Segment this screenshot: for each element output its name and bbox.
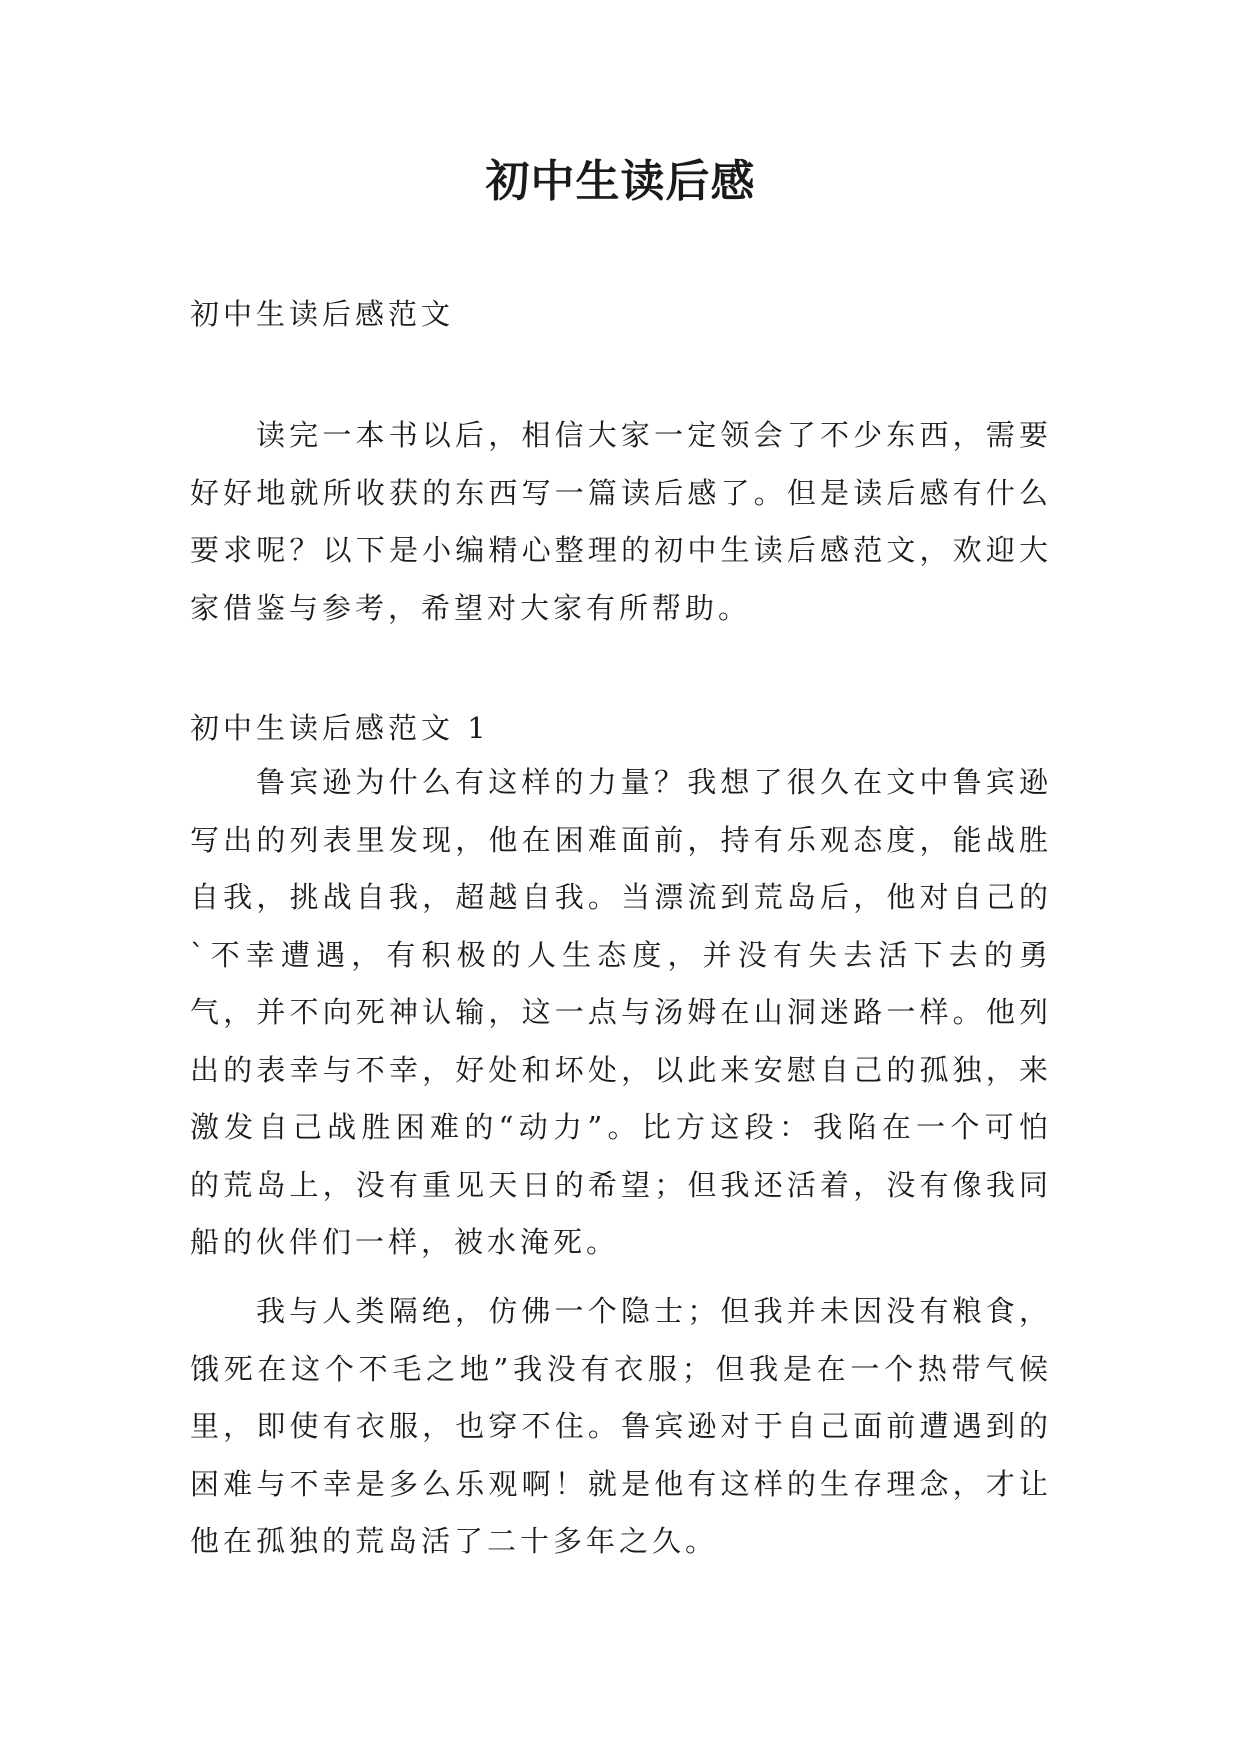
- body-paragraph: 我与人类隔绝，仿佛一个隐士；但我并未因没有粮食，饿死在这个不毛之地”我没有衣服；但我是在一个热带气候里，即使有衣服，也穿不住。鲁宾逊对于自己面前遭遇到的困难与不幸是多么乐观啊！就是他有这样的生存理念，才让他在孤独的荒岛活了二十多年之久。: [190, 1294, 1052, 1558]
- document-title: 初中生读后感: [485, 156, 756, 207]
- intro-paragraph: 读完一本书以后，相信大家一定领会了不少东西，需要好好地就所收获的东西写一篇读后感了。但是读后感有什么要求呢？以下是小编精心整理的初中生读后感范文，欢迎大家借鉴与参考，希望对大家有所帮助。: [190, 418, 1052, 625]
- document-subtitle: 初中生读后感范文: [190, 297, 455, 331]
- body-paragraph: 鲁宾逊为什么有这样的力量？我想了很久在文中鲁宾逊写出的列表里发现，他在困难面前，持有乐观态度，能战胜自我，挑战自我，超越自我。当漂流到荒岛后，他对自己的`不幸遭遇，有积极的人生态度，并没有失去活下去的勇气，并不向死神认输，这一点与汤姆在山洞迷路一样。他列出的表幸与不幸，好处和坏处，以此来安慰自己的孤独，来激发自己战胜困难的“动力”。比方这段：我陷在一个可怕的荒岛上，没有重见天日的希望；但我还活着，没有像我同船的伙伴们一样，被水淹死。: [190, 765, 1052, 1259]
- section-heading: 初中生读后感范文 1: [190, 711, 490, 745]
